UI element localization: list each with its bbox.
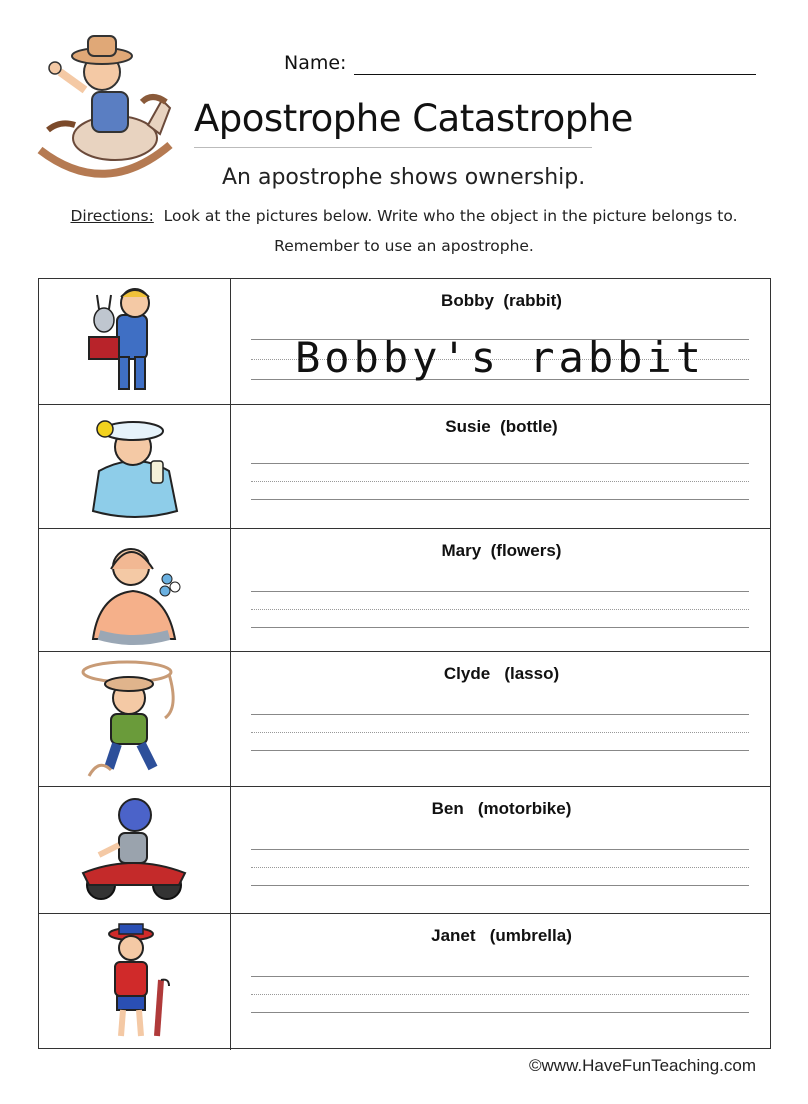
girl-with-umbrella-icon [69,920,199,1044]
baby-girl-with-bottle-icon [69,411,199,523]
picture-cell [39,529,231,651]
answer-text: Bobby's rabbit [294,333,705,382]
answer-lines[interactable] [251,976,749,1020]
base-line [251,885,749,886]
top-line [251,591,749,592]
reminder-text: Remember to use an apostrophe. [274,237,534,255]
picture-cell [39,652,231,786]
answer-lines[interactable] [251,463,749,507]
table-row [39,914,770,1050]
middle-line [251,481,749,482]
base-line [251,1012,749,1013]
table-row [39,279,770,405]
row-prompt: Ben (motorbike) [431,799,572,818]
table-row [39,405,770,529]
answer-lines[interactable] [251,714,749,758]
top-line [251,976,749,977]
worksheet-subtitle: An apostrophe shows ownership. [222,165,586,190]
table-row [39,787,770,914]
picture-cell [39,279,231,404]
directions-label: Directions: [70,207,154,225]
answer-lines[interactable] [251,849,749,893]
title-underline [194,147,592,148]
base-line [251,499,749,500]
picture-cell [39,787,231,913]
boy-magician-with-rabbit-icon [69,285,199,397]
table-row [39,529,770,652]
top-line [251,849,749,850]
answer-lines[interactable] [251,333,749,383]
picture-cell [39,405,231,528]
worksheet-title: Apostrophe Catastrophe [194,97,633,140]
base-line [251,627,749,628]
table-row [39,652,770,787]
row-prompt: Clyde (lasso) [443,664,560,683]
cowboy-on-rocking-horse-icon [30,30,180,195]
row-prompt: Bobby (rabbit) [441,291,562,310]
middle-line [251,609,749,610]
answer-lines[interactable] [251,591,749,635]
directions [0,207,808,225]
top-line [251,463,749,464]
boy-on-motorbike-icon [69,793,199,905]
row-prompt: Janet (umbrella) [431,926,572,945]
base-line [251,750,749,751]
worksheet-table [38,278,771,1049]
girl-with-flowers-icon [69,535,199,647]
cowboy-with-lasso-icon [69,658,199,780]
picture-cell [39,914,231,1050]
name-label: Name: [284,52,347,74]
middle-line [251,994,749,995]
row-prompt: Susie (bottle) [445,417,558,436]
top-line [251,714,749,715]
directions-text: Look at the pictures below. Write who the object in the picture belongs to. [163,207,738,225]
name-field[interactable] [354,74,756,75]
footer-copyright: ©www.HaveFunTeaching.com [528,1056,756,1075]
row-prompt: Mary (flowers) [441,541,562,560]
middle-line [251,732,749,733]
middle-line [251,867,749,868]
